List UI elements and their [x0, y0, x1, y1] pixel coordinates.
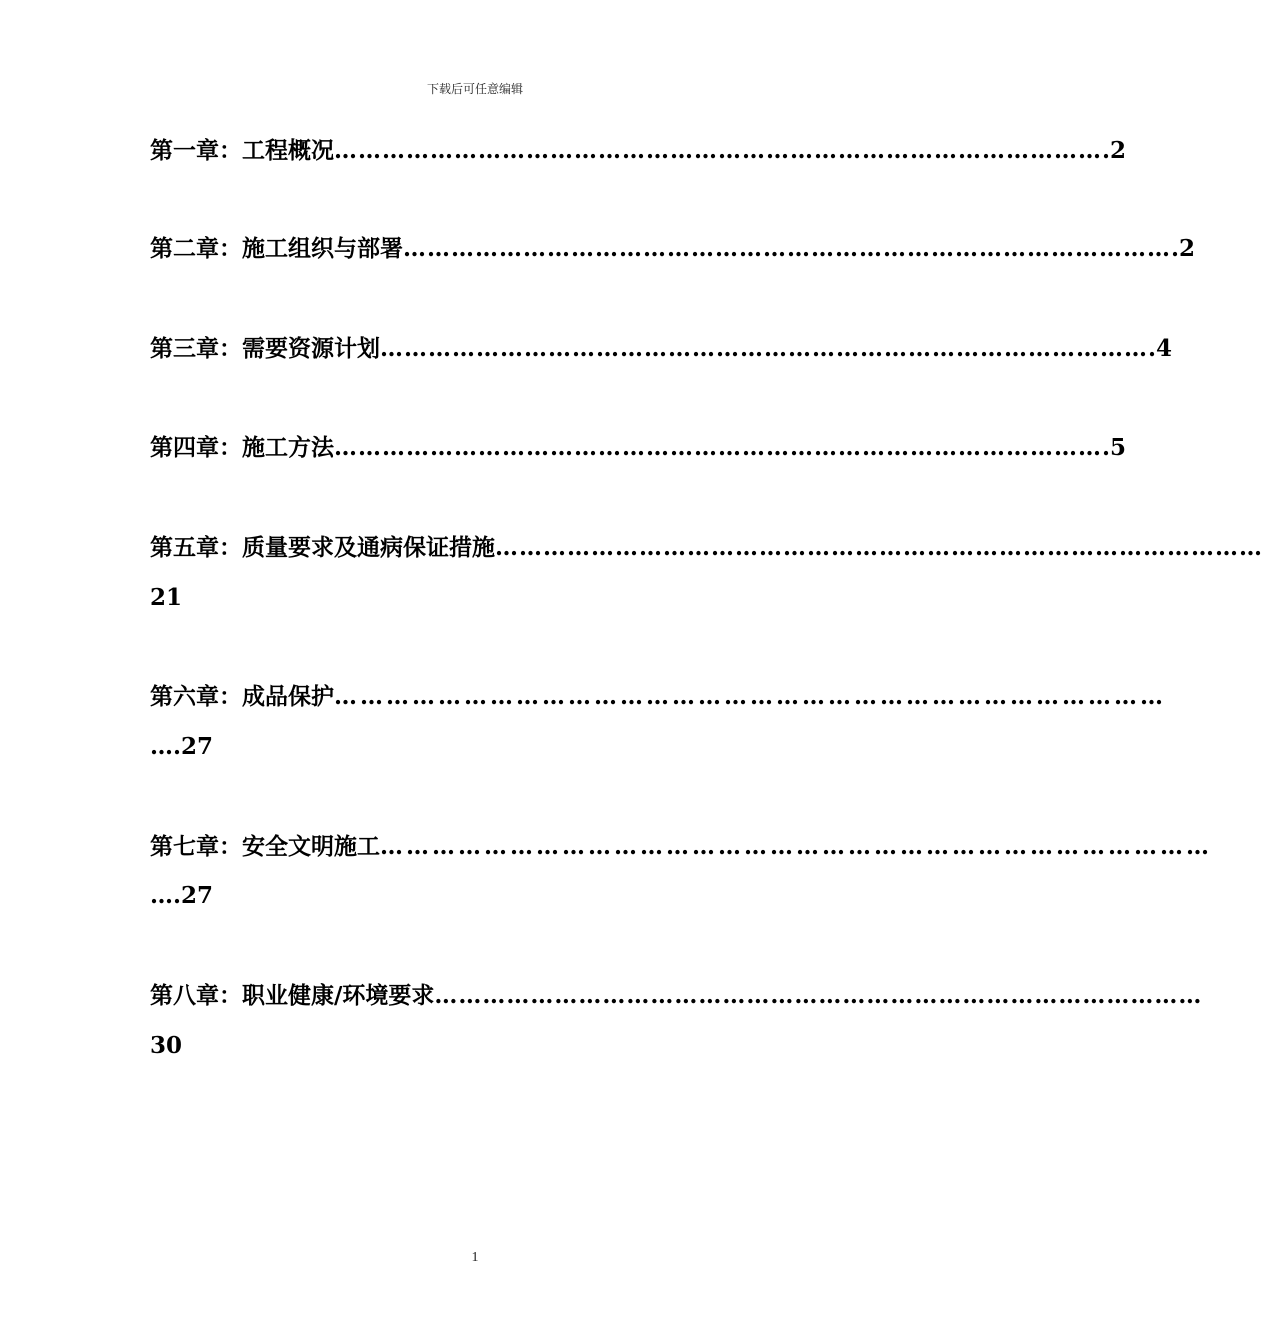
- toc-entry-4[interactable]: [150, 433, 1127, 463]
- toc-entry-title: 第六章：成品保护: [150, 683, 334, 710]
- toc-entry-page: .2: [1102, 137, 1127, 164]
- toc-leader: ……………………………………………………………………………………: [403, 235, 1171, 262]
- toc-entry-title: 第五章：质量要求及通病保证措施: [150, 534, 495, 561]
- toc-entry-title: 第二章：施工组织与部署: [150, 235, 403, 262]
- toc-entry-2[interactable]: [150, 234, 1196, 264]
- toc-entry-page: .4: [1148, 335, 1173, 362]
- toc-leader: ……………………………………………………………………………………: [334, 683, 1166, 710]
- page-number: 1: [471, 1250, 479, 1265]
- toc-leader: ……………………………………………………………………………………: [380, 833, 1212, 860]
- toc-entry-page: .5: [1102, 434, 1127, 461]
- toc-entry-7[interactable]: [150, 832, 1212, 862]
- toc-leader: ……………………………………………………………………………………: [334, 434, 1102, 461]
- header-note: 下载后可任意编辑: [426, 82, 523, 96]
- toc-entry-title: 第三章：需要资源计划: [150, 335, 380, 362]
- toc-entry-6-page: ….27: [150, 733, 214, 760]
- toc-entry-5[interactable]: [150, 533, 1263, 563]
- toc-entry-8[interactable]: [150, 981, 1203, 1011]
- toc-entry-5-page: 21: [150, 584, 183, 611]
- toc-entry-title: 第七章：安全文明施工: [150, 833, 380, 860]
- toc-leader: ……………………………………………………………………………………: [380, 335, 1148, 362]
- toc-entry-title: 第一章：工程概况: [150, 137, 334, 164]
- toc-entry-7-page: ….27: [150, 882, 214, 909]
- toc-entry-title: 第四章：施工方法: [150, 434, 334, 461]
- toc-entry-8-page: 30: [150, 1032, 183, 1059]
- toc-entry-3[interactable]: [150, 334, 1173, 364]
- toc-entry-title: 第八章：职业健康/环境要求: [150, 982, 435, 1009]
- toc-entry-1[interactable]: [150, 136, 1127, 166]
- toc-leader: ……………………………………………………………………………………: [334, 137, 1102, 164]
- toc-entry-6[interactable]: [150, 682, 1166, 712]
- toc-leader: ……………………………………………………………………………………: [434, 982, 1203, 1009]
- toc-leader: ……………………………………………………………………………………: [495, 534, 1263, 561]
- toc-entry-page: .2: [1171, 235, 1196, 262]
